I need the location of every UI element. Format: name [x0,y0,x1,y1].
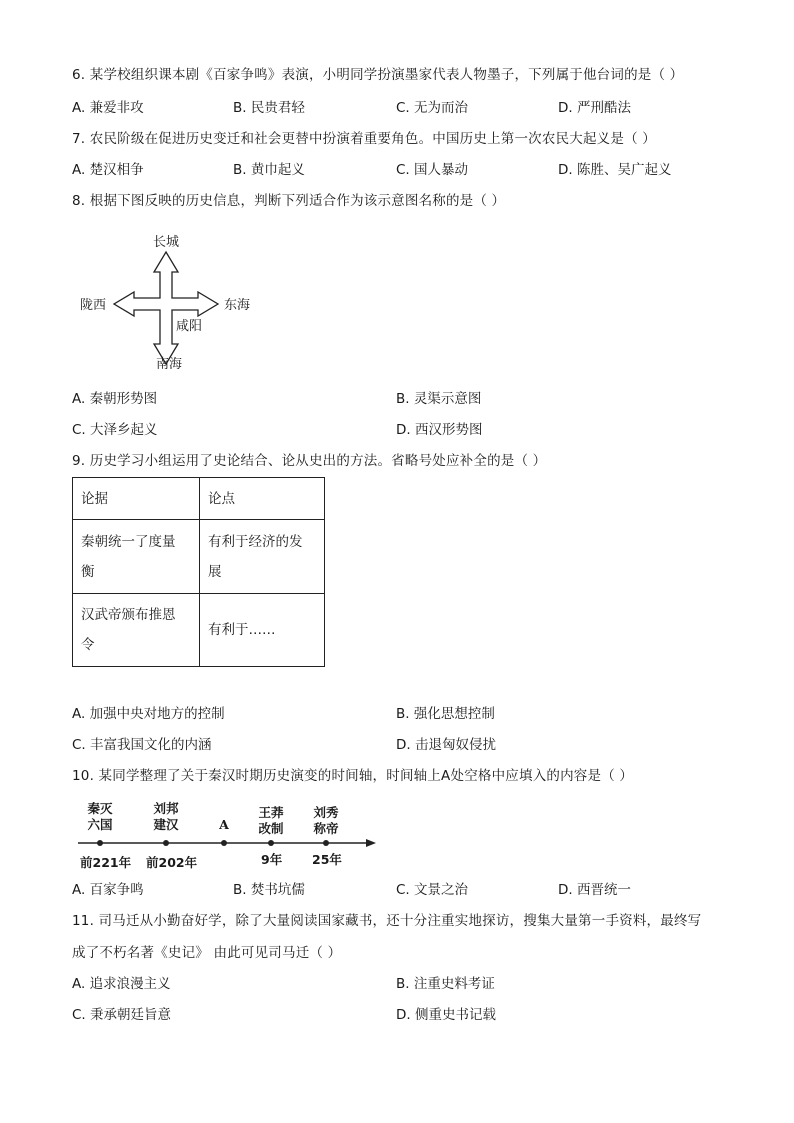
q8-option-d[interactable]: D. 西汉形势图 [396,422,483,438]
label-south: 南海 [155,357,183,372]
evidence-line: 秦朝统一了度量 [81,533,176,550]
event-text: 改制 [258,821,284,836]
q9-stem: 9. 历史学习小组运用了史论结合、论从史出的方法。省略号处应补全的是（ ） [72,453,547,469]
q7-option-a[interactable]: A. 楚汉相争 [72,162,144,178]
q10-option-d[interactable]: D. 西晋统一 [558,882,631,898]
q8-option-a[interactable]: A. 秦朝形势图 [72,391,158,407]
event-text: 六国 [87,817,113,832]
point-cell [200,520,325,594]
evidence-line: 令 [81,637,95,653]
event-text: 建汉 [153,817,179,832]
q8-option-b[interactable]: B. 灵渠示意图 [396,391,482,407]
q10-option-b[interactable]: B. 焚书坑儒 [233,882,305,898]
evidence-line: 汉武帝颁布推恩 [81,607,176,623]
q6-option-a[interactable]: A. 兼爱非攻 [72,100,144,116]
timeline-year: 25年 [312,852,342,867]
event-text: 刘秀 [313,805,339,820]
point-line: 有利于…… [208,622,276,638]
q11-option-d[interactable]: D. 侧重史书记载 [396,1007,496,1023]
q9-option-d[interactable]: D. 击退匈奴侵扰 [396,737,496,753]
timeline-year: 9年 [261,852,283,867]
event-text: 王莽 [258,805,284,820]
timeline-dot [323,840,329,846]
label-west: 陇西 [80,298,107,313]
q11-stem-line1: 11. 司马迁从小勤奋好学，除了大量阅读国家藏书，还十分注重实地探访，搜集大量第一手资料，最终写 [72,913,702,929]
evidence-cell [73,594,200,667]
timeline-event-5 [306,805,346,837]
evidence-cell [73,520,200,594]
q11-option-c[interactable]: C. 秉承朝廷旨意 [72,1007,172,1023]
timeline-year: 前202年 [146,855,198,870]
point-line: 有利于经济的发 [208,533,303,550]
q10-option-a[interactable]: A. 百家争鸣 [72,882,144,898]
timeline-dot [97,840,103,846]
timeline-dot [221,840,227,846]
timeline-event-a [204,801,244,833]
event-text: 刘邦 [153,801,179,816]
table-header-row [73,478,325,520]
q6-option-b[interactable]: B. 民贵君轻 [233,100,305,116]
header-evidence: 论据 [73,478,200,520]
q10-stem: 10. 某同学整理了关于秦汉时期历史演变的时间轴，时间轴上A处空格中应填入的内容是（ ） [72,768,634,784]
q9-option-a[interactable]: A. 加强中央对地方的控制 [72,706,225,722]
table-row [73,520,325,594]
q9-option-c[interactable]: C. 丰富我国文化的内涵 [72,737,212,753]
q8-option-c[interactable]: C. 大泽乡起义 [72,422,158,438]
q9-table [72,477,325,667]
q7-option-d[interactable]: D. 陈胜、吴广起义 [558,162,672,178]
label-east: 东海 [224,298,251,313]
table-row [73,594,325,667]
label-north: 长城 [152,235,180,250]
q10-option-c[interactable]: C. 文景之治 [396,882,469,898]
event-text: 称帝 [313,821,339,836]
q11-stem-line2: 成了不朽名著《史记》 由此可见司马迁（ ） [72,945,342,961]
q11-option-b[interactable]: B. 注重史料考证 [396,976,495,992]
q6-option-c[interactable]: C. 无为而治 [396,100,469,116]
event-text: 秦灭 [87,801,113,816]
cross-arrow-shape [114,252,218,364]
timeline-arrowhead [366,839,376,847]
event-text [204,801,244,817]
timeline-event-2 [146,801,186,833]
timeline-year: 前221年 [80,855,132,870]
q9-option-b[interactable]: B. 强化思想控制 [396,706,495,722]
q11-option-a[interactable]: A. 追求浪漫主义 [72,976,171,992]
q7-option-c[interactable]: C. 国人暴动 [396,162,469,178]
evidence-line: 衡 [81,563,95,580]
label-center: 咸阳 [176,319,203,334]
point-line: 展 [208,563,222,580]
point-cell [200,594,325,667]
timeline-axis [76,835,378,851]
q8-stem: 8. 根据下图反映的历史信息，判断下列适合作为该示意图名称的是（ ） [72,193,506,209]
header-point: 论点 [200,478,325,520]
q7-option-b[interactable]: B. 黄巾起义 [233,162,305,178]
q6-option-d[interactable]: D. 严刑酷法 [558,100,631,116]
event-text: A [219,817,229,832]
timeline-event-4 [251,805,291,837]
timeline-event-1 [80,801,120,833]
q7-stem: 7. 农民阶级在促进历史变迁和社会更替中扮演着重要角色。中国历史上第一次农民大起义是（ ） [72,131,656,147]
q6-stem: 6. 某学校组织课本剧《百家争鸣》表演，小明同学扮演墨家代表人物墨子，下列属于他台词的是（ ） [72,67,684,83]
timeline-dot [163,840,169,846]
timeline-dot [268,840,274,846]
q8-cross-arrow-diagram [80,230,270,380]
